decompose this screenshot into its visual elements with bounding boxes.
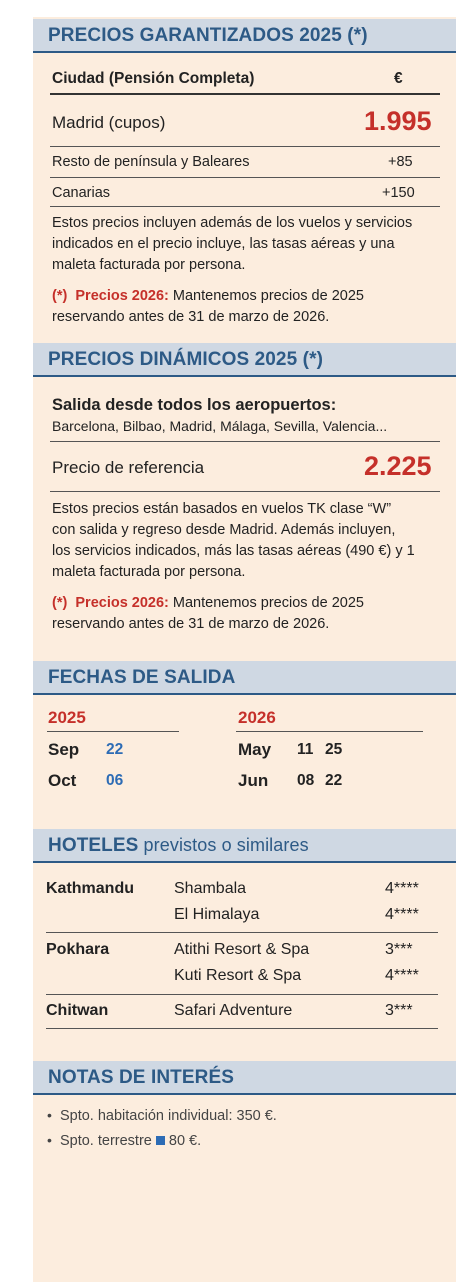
dynamic-prices-header (33, 343, 456, 377)
reference-price-value: 2.225 (364, 451, 432, 481)
madrid-price-value: 1.995 (364, 106, 432, 136)
notice-text: Mantenemos precios de 2025 (168, 595, 364, 611)
departure-airports-list: Barcelona, Bilbao, Madrid, Málaga, Sevilla, Valencia... (52, 418, 388, 434)
note-line: Estos precios están basados en vuelos TK clase “W” (52, 501, 392, 517)
hotel-row-divider (46, 1028, 438, 1029)
hotel-name: Safari Adventure (174, 1002, 293, 1019)
month-label: Sep (48, 740, 80, 759)
city-column-header: Ciudad (Pensión Completa) (52, 70, 255, 87)
note-line: maleta facturada por persona. (52, 257, 246, 273)
bullet-icon: • (47, 1107, 52, 1123)
note-line: los servicios indicados, más las tasas aéreas (490 €) y 1 (52, 543, 415, 559)
notice-label: Precios 2026: (75, 288, 169, 304)
hotel-name: El Himalaya (174, 906, 260, 923)
note-line: maleta facturada por persona. (52, 564, 246, 580)
note-line: Estos precios incluyen además de los vuelos y servicios (52, 215, 413, 231)
notice-text: reservando antes de 31 de marzo de 2026. (52, 309, 330, 325)
canarias-price-label: Canarias (52, 185, 111, 201)
hotels-title (48, 835, 309, 857)
month-label: Oct (48, 771, 77, 790)
guaranteed-prices-header (33, 19, 456, 53)
day-label: 08 (297, 772, 315, 789)
reference-price-label: Precio de referencia (52, 458, 205, 477)
dynamic-note (52, 499, 415, 583)
row-divider (50, 491, 440, 492)
peninsula-price-value: +85 (388, 154, 413, 170)
note-item (47, 1132, 201, 1149)
guaranteed-prices-title: PRECIOS GARANTIZADOS 2025 (*) (48, 25, 368, 46)
note-line: indicados en el precio incluye, las tasas aéreas y una (52, 236, 395, 252)
month-label: Jun (238, 771, 269, 790)
day-label: 06 (106, 772, 124, 789)
dynamic-2026-notice (52, 593, 364, 635)
departure-airports-heading: Salida desde todos los aeropuertos: (52, 396, 337, 414)
hotel-name: Kuti Resort & Spa (174, 967, 302, 984)
note-item-text: Spto. terrestre (59, 1133, 156, 1149)
notice-label: Precios 2026: (75, 595, 169, 611)
hotel-name: Atithi Resort & Spa (174, 941, 310, 958)
note-item (47, 1107, 277, 1124)
note-line: con salida y regreso desde Madrid. Además incluyen, (52, 522, 396, 538)
row-divider (50, 146, 440, 147)
hotel-stars: 4**** (385, 967, 419, 984)
hotels-title-light: previstos o similares (138, 835, 309, 855)
guaranteed-2026-notice (52, 286, 364, 328)
year-2025: 2025 (48, 708, 86, 727)
canarias-price-value: +150 (382, 185, 415, 201)
dynamic-prices-title: PRECIOS DINÁMICOS 2025 (*) (48, 349, 323, 370)
hotel-name: Shambala (174, 880, 247, 897)
hotel-row-divider (46, 932, 438, 933)
hotel-stars: 3*** (385, 1002, 413, 1019)
row-divider (50, 206, 440, 207)
hotel-city: Pokhara (46, 941, 110, 958)
month-label: May (238, 740, 272, 759)
hotel-stars: 3*** (385, 941, 413, 958)
guaranteed-note (52, 213, 412, 276)
notice-mark: (*) (52, 288, 68, 304)
notes-title: NOTAS DE INTERÉS (48, 1067, 234, 1088)
year-underline (236, 731, 423, 732)
hotel-row-divider (46, 994, 438, 995)
day-label: 11 (297, 741, 314, 758)
hotel-city: Kathmandu (46, 880, 134, 897)
madrid-price-label: Madrid (cupos) (52, 113, 166, 132)
hotels-title-bold: HOTELES (48, 835, 139, 856)
hotel-city: Chitwan (46, 1002, 109, 1019)
peninsula-price-label: Resto de península y Baleares (52, 154, 250, 170)
day-label: 25 (325, 741, 343, 758)
notice-text: Mantenemos precios de 2025 (168, 288, 364, 304)
table-header-rule (50, 93, 440, 95)
notice-text: reservando antes de 31 de marzo de 2026. (52, 616, 330, 632)
hotel-stars: 4**** (385, 906, 419, 923)
notice-mark: (*) (52, 595, 68, 611)
square-icon (156, 1136, 165, 1145)
year-underline (47, 731, 179, 732)
year-2026: 2026 (238, 708, 276, 727)
notes-header (33, 1061, 456, 1095)
row-divider (50, 441, 440, 442)
day-label: 22 (106, 741, 124, 758)
departure-dates-header (33, 661, 456, 695)
hotel-stars: 4**** (385, 880, 419, 897)
note-item-text: Spto. habitación individual: 350 €. (59, 1108, 277, 1124)
day-label: 22 (325, 772, 343, 789)
bullet-icon: • (47, 1132, 52, 1148)
departure-dates-title: FECHAS DE SALIDA (48, 667, 236, 688)
hotels-header (33, 829, 456, 863)
note-item-text: 80 €. (164, 1133, 202, 1149)
currency-column-header: € (394, 70, 403, 87)
row-divider (50, 177, 440, 178)
